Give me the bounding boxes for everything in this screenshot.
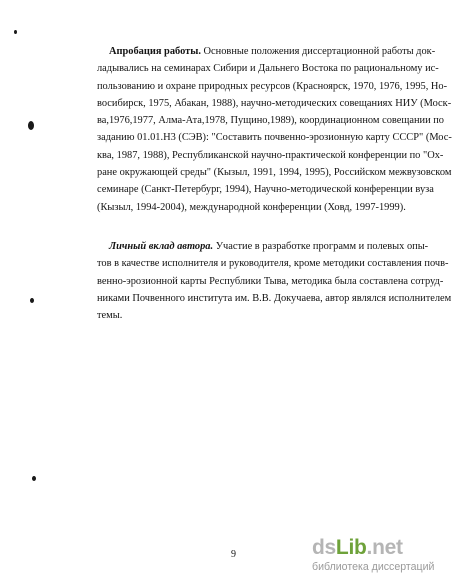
- text-line: семинаре (Санкт-Петербург, 1994), Научно-методической конференции вуза: [97, 184, 434, 196]
- text-line: восибирск, 1975, Абакан, 1988), научно-методических совещаниях НИУ (Моск-: [97, 97, 452, 109]
- scan-mark: [30, 298, 34, 303]
- text-line: [97, 238, 429, 255]
- text-line: тов в качестве исполнителя и руководителя, кроме методики составления почв-: [97, 258, 449, 270]
- watermark-subtitle: библиотека диссертаций: [312, 561, 435, 573]
- paragraph-personal-contribution: [97, 238, 452, 324]
- text-line: заданию 01.01.Н3 (СЭВ): "Составить почвенно-эрозионную карту СССР" (Мос-: [97, 132, 452, 144]
- scan-mark: [28, 121, 34, 130]
- scan-mark: [14, 30, 17, 34]
- page-number: 9: [231, 549, 236, 560]
- paragraph-heading-contribution: Личный вклад автора.: [109, 241, 214, 252]
- text-line: ва,1976,1977, Алма-Ата,1978, Пущино,1989), координационном совещании по: [97, 115, 444, 127]
- paragraph-approbation: [97, 43, 452, 216]
- dslib-watermark[interactable]: [312, 534, 440, 576]
- text-line: венно-эрозионной карты Республики Тыва, методика была составлена сотруд-: [97, 275, 444, 287]
- text-line: (Кызыл, 1994-2004), международной конференции (Ховд, 1997-1999).: [97, 201, 406, 213]
- text-line: темы.: [97, 310, 123, 322]
- text-line-rest: Основные положения диссертационной работы док-: [200, 46, 436, 57]
- paragraph-heading-approbation: Апробация работы.: [109, 46, 201, 57]
- text-line: ква, 1987, 1988), Республиканской научно-практической конференции по "Ох-: [97, 149, 444, 161]
- text-line-rest: Участие в разработке программ и полевых опы-: [213, 241, 429, 252]
- text-line: пользованию и охране природных ресурсов (Красноярск, 1970, 1976, 1995, Но-: [97, 80, 448, 92]
- text-line: никами Почвенного института им. В.В. Докучаева, автор являлся исполнителем: [97, 292, 452, 304]
- text-line: [97, 43, 436, 60]
- text-line: ране окружающей среды" (Кызыл, 1991, 1994, 1995), Российском межвузовском: [97, 167, 452, 179]
- scan-mark: [32, 476, 36, 481]
- watermark-logo: dsLib.net: [312, 536, 403, 559]
- text-line: ладывались на семинарах Сибири и Дальнего Востока по рациональному ис-: [97, 63, 439, 75]
